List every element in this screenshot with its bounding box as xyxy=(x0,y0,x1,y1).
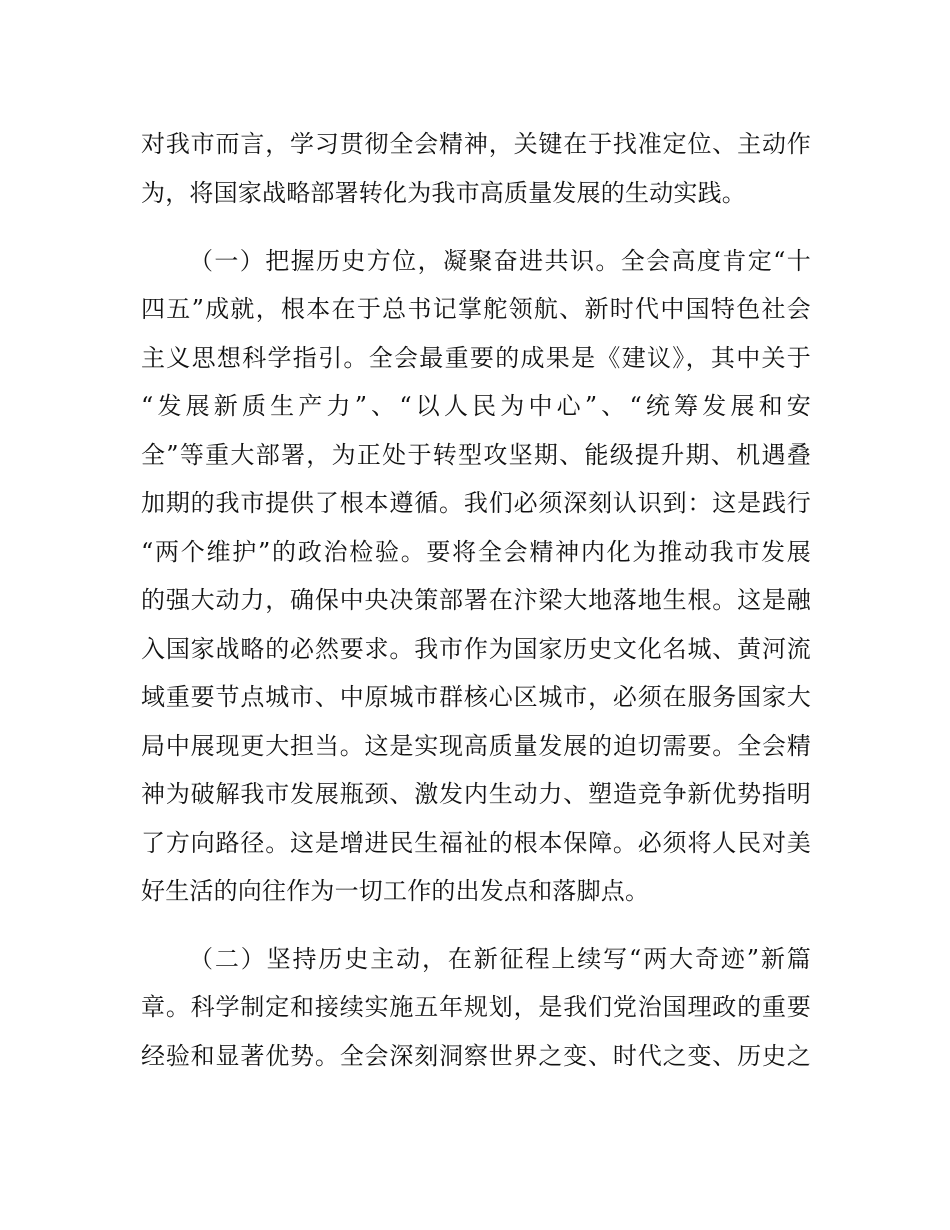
text-line: 入国家战略的必然要求。我市作为国家历史文化名城、黄河流 xyxy=(141,635,811,663)
text-line: “两个维护”的政治检验。要将全会精神内化为推动我市发展 xyxy=(141,538,811,566)
text-line: 局中展现更大担当。这是实现高质量发展的迫切需要。全会精 xyxy=(141,732,811,760)
text-line: 章。科学制定和接续实施五年规划，是我们党治国理政的重要 xyxy=(141,993,811,1021)
text-line: 了方向路径。这是增进民生福祉的根本保障。必须将人民对美 xyxy=(141,829,811,857)
text-line: 对我市而言，学习贯彻全会精神，关键在于找准定位、主动作 xyxy=(141,130,811,158)
text-line: 四五”成就，根本在于总书记掌舵领航、新时代中国特色社会 xyxy=(141,295,811,323)
text-line: 的强大动力，确保中央决策部署在汴梁大地落地生根。这是融 xyxy=(141,586,811,614)
text-line: 主义思想科学指引。全会最重要的成果是《建议》，其中关于 xyxy=(141,344,811,372)
text-line: 为，将国家战略部署转化为我市高质量发展的生动实践。 xyxy=(141,179,746,207)
text-line: 全”等重大部署，为正处于转型攻坚期、能级提升期、机遇叠 xyxy=(141,441,811,469)
paragraph-1-first-line: （一）把握历史方位，凝聚奋进共识。全会高度肯定“十 xyxy=(189,247,811,275)
text-line: 域重要节点城市、中原城市群核心区城市，必须在服务国家大 xyxy=(141,683,811,711)
paragraph-2-first-line: （二）坚持历史主动，在新征程上续写“两大奇迹”新篇 xyxy=(189,945,811,973)
text-line: 神为破解我市发展瓶颈、激发内生动力、塑造竞争新优势指明 xyxy=(141,780,811,808)
text-line: 经验和显著优势。全会深刻洞察世界之变、时代之变、历史之 xyxy=(141,1042,811,1070)
text-line: “发展新质生产力”、“以人民为中心”、“统筹发展和安 xyxy=(141,392,811,420)
text-line: 好生活的向往作为一切工作的出发点和落脚点。 xyxy=(141,877,650,905)
text-line: 加期的我市提供了根本遵循。我们必须深刻认识到：这是践行 xyxy=(141,489,811,517)
